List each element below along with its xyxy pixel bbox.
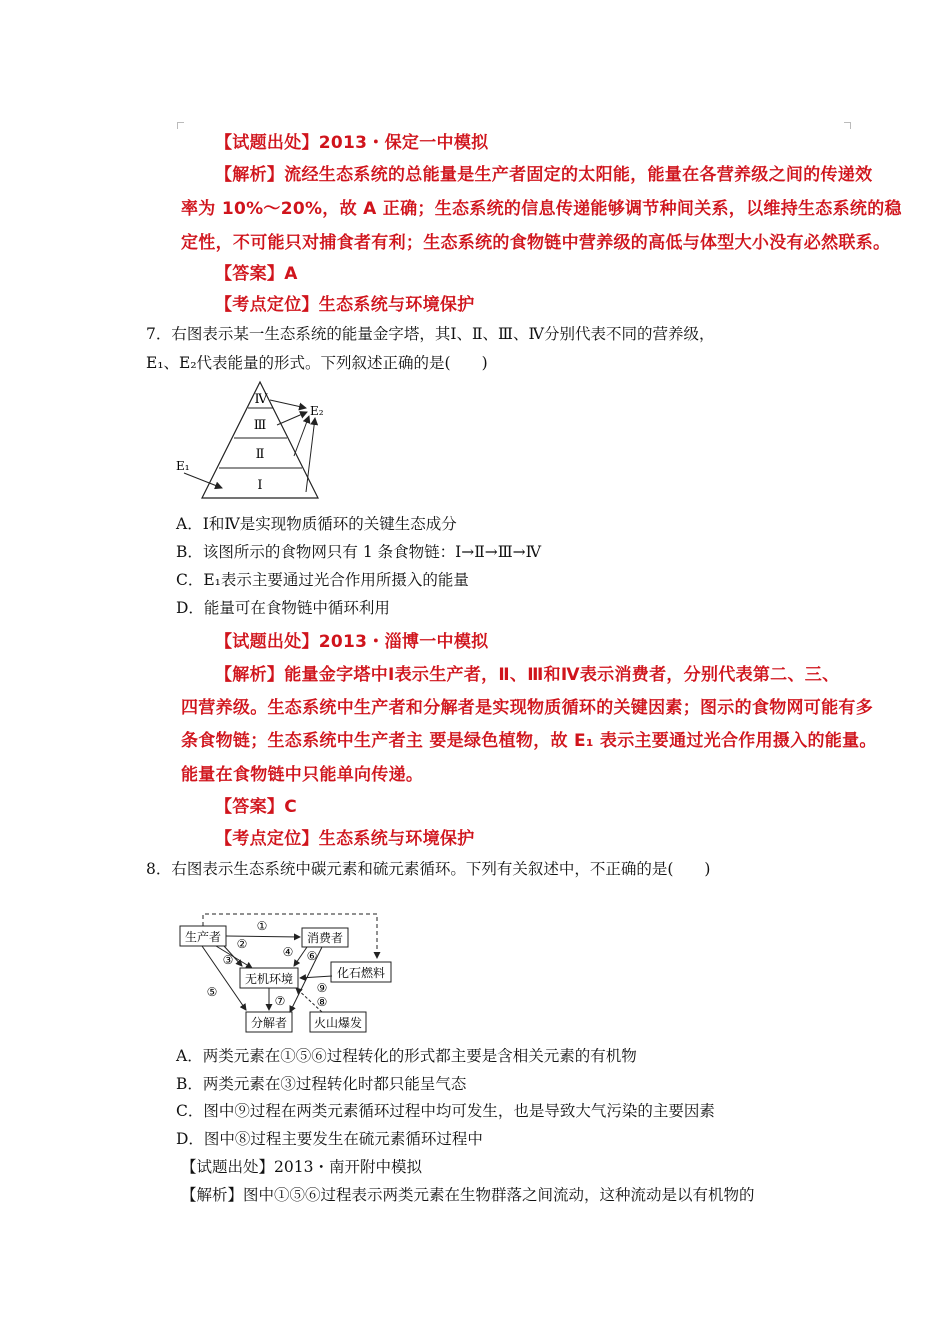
margin-mark-left xyxy=(177,122,184,129)
process-3-label: ③ xyxy=(222,953,234,967)
decomposer-label: 分解者 xyxy=(250,1016,288,1030)
process-1-label: ① xyxy=(256,919,268,933)
question-7-stem: E₁、E₂代表能量的形式。下列叙述正确的是( ) xyxy=(146,354,488,372)
arrow-4 xyxy=(294,947,307,966)
option-d: D．能量可在食物链中循环利用 xyxy=(176,599,390,617)
source-line: 【试题出处】2013・南开附中模拟 xyxy=(181,1158,422,1176)
process-6-label: ⑥ xyxy=(306,949,318,963)
volcano-label: 火山爆发 xyxy=(313,1016,363,1030)
producer-label: 生产者 xyxy=(184,930,222,944)
source-line: 【试题出处】2013・淄博一中模拟 xyxy=(215,632,489,652)
analysis-line: 定性，不可能只对捕食者有利；生态系统的食物链中营养级的高低与体型大小没有必然联系。 xyxy=(181,233,891,253)
carbon-sulfur-cycle-figure xyxy=(172,908,398,1038)
analysis-line: 【解析】图中①⑤⑥过程表示两类元素在生物群落之间流动，这种流动是以有机物的 xyxy=(181,1186,755,1204)
process-4-label: ④ xyxy=(282,945,294,959)
energy-pyramid-figure xyxy=(170,378,340,506)
option-b: B．该图所示的食物网只有 1 条食物链：Ⅰ→Ⅱ→Ⅲ→Ⅳ xyxy=(176,543,542,561)
level-I-label: Ⅰ xyxy=(257,478,263,493)
option-a: A．Ⅰ和Ⅳ是实现物质循环的关键生态成分 xyxy=(176,515,457,533)
arrow-I-to-e2 xyxy=(306,418,315,492)
topic-line: 【考点定位】生态系统与环境保护 xyxy=(215,295,475,315)
consumer-label: 消费者 xyxy=(306,931,344,945)
process-8-label: ⑧ xyxy=(316,995,328,1009)
arrow-9 xyxy=(300,976,332,978)
option-b: B．两类元素在③过程转化时都只能呈气态 xyxy=(176,1075,467,1093)
answer-line: 【答案】A xyxy=(215,264,298,284)
e1-label: E₁ xyxy=(176,459,190,473)
topic-line: 【考点定位】生态系统与环境保护 xyxy=(215,829,475,849)
source-line: 【试题出处】2013・保定一中模拟 xyxy=(215,133,489,153)
fossil-fuel-label: 化石燃料 xyxy=(336,966,386,980)
analysis-line: 能量在食物链中只能单向传递。 xyxy=(181,765,424,785)
option-a: A．两类元素在①⑤⑥过程转化的形式都主要是含相关元素的有机物 xyxy=(176,1047,637,1065)
question-8-stem: 8．右图表示生态系统中碳元素和硫元素循环。下列有关叙述中，不正确的是( ) xyxy=(146,860,711,878)
e2-label: E₂ xyxy=(310,404,324,418)
e1-arrow xyxy=(184,473,222,488)
arrow-III-to-e2 xyxy=(277,412,307,425)
analysis-line: 【解析】能量金字塔中Ⅰ表示生产者，Ⅱ、Ⅲ和Ⅳ表示消费者，分别代表第二、三、 xyxy=(215,665,840,685)
analysis-line: 率为 10%～20%，故 A 正确；生态系统的信息传递能够调节种间关系，以维持生态系统的稳 xyxy=(181,199,902,219)
analysis-line: 条食物链；生态系统中生产者主 要是绿色植物，故 E₁ 表示主要通过光合作用摄入的能量。 xyxy=(181,731,877,751)
option-d: D．图中⑧过程主要发生在硫元素循环过程中 xyxy=(176,1130,483,1148)
process-2-label: ② xyxy=(236,937,248,951)
process-7-label: ⑦ xyxy=(274,994,286,1008)
question-7-stem: 7．右图表示某一生态系统的能量金字塔，其Ⅰ、Ⅱ、Ⅲ、Ⅳ分别代表不同的营养级， xyxy=(146,325,715,343)
analysis-line: 【解析】流经生态系统的总能量是生产者固定的太阳能，能量在各营养级之间的传递效 xyxy=(215,165,873,185)
arrow-II-to-e2 xyxy=(294,416,309,456)
process-5-label: ⑤ xyxy=(206,985,218,999)
analysis-line: 四营养级。生态系统中生产者和分解者是实现物质循环的关键因素；图示的食物网可能有多 xyxy=(181,698,873,718)
option-c: C．图中⑨过程在两类元素循环过程中均可发生，也是导致大气污染的主要因素 xyxy=(176,1102,715,1120)
answer-line: 【答案】C xyxy=(215,797,297,817)
level-IV-label: Ⅳ xyxy=(254,392,268,407)
option-c: C．E₁表示主要通过光合作用所摄入的能量 xyxy=(176,571,469,589)
arrow-IV-to-e2 xyxy=(270,400,306,408)
margin-mark-right xyxy=(844,122,851,129)
level-II-label: Ⅱ xyxy=(255,447,265,462)
process-9-label: ⑨ xyxy=(316,981,328,995)
inorganic-environment-label: 无机环境 xyxy=(244,972,294,986)
level-III-label: Ⅲ xyxy=(253,418,267,433)
